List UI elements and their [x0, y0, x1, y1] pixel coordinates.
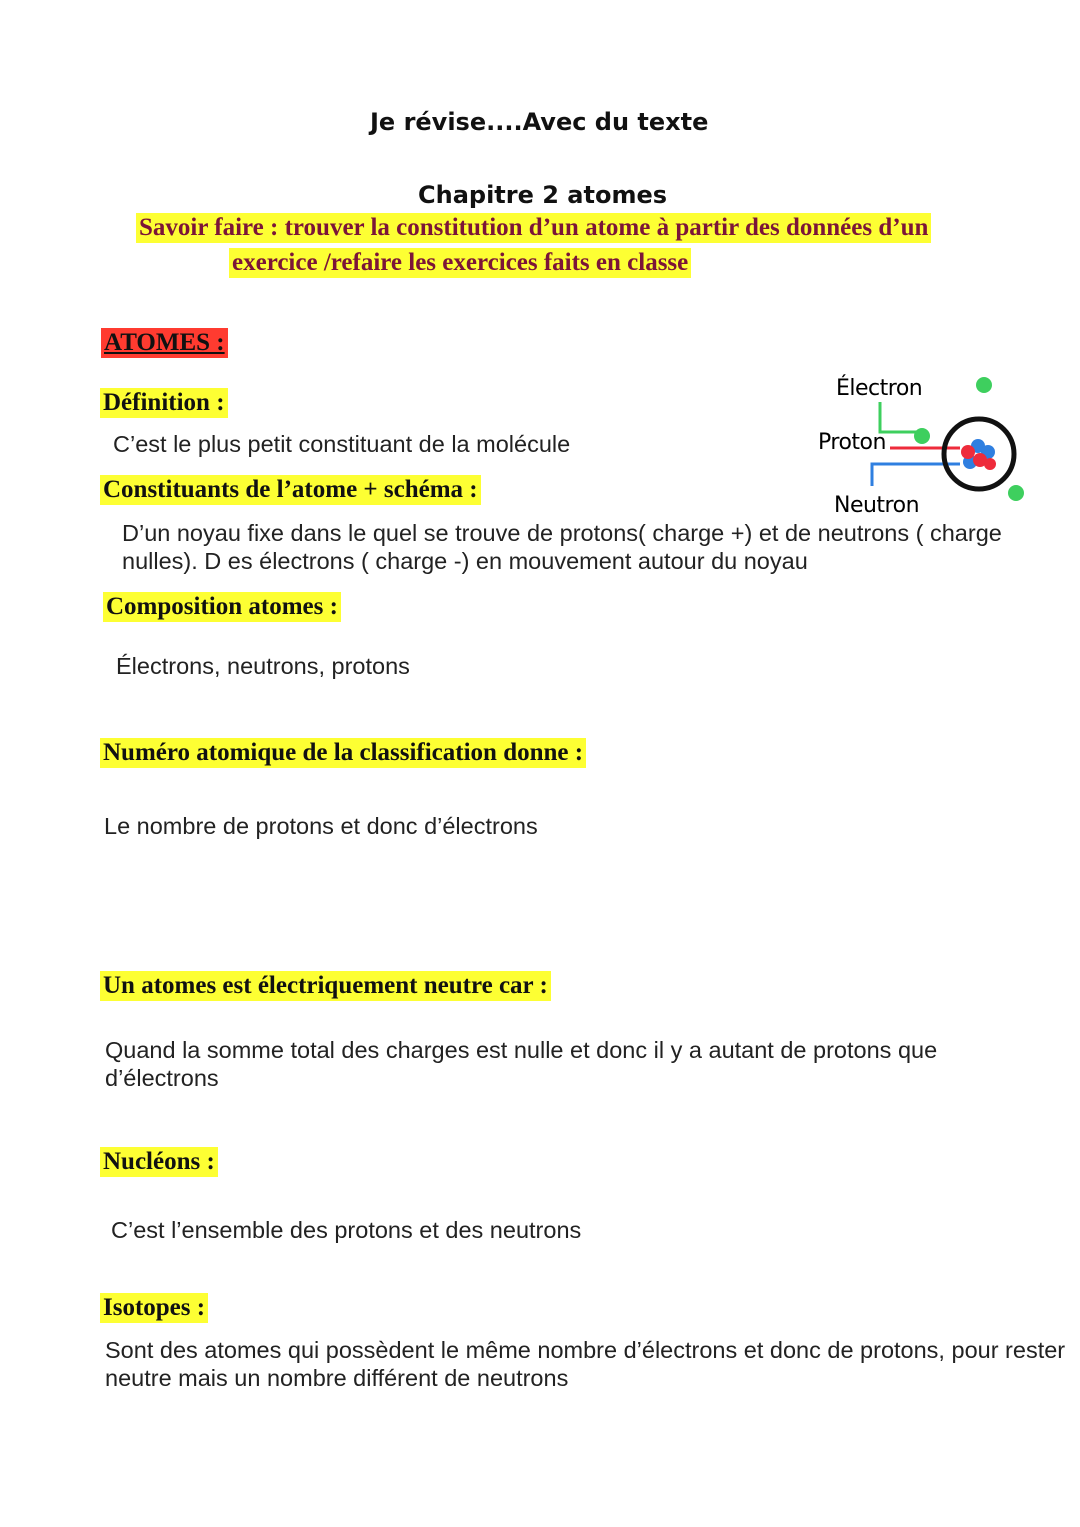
composition-text: Électrons, neutrons, protons [116, 653, 410, 679]
atom-diagram [810, 366, 1040, 526]
proton-dot [961, 445, 975, 459]
skill-line-2: exercice /refaire les exercices faits en classe [229, 248, 691, 278]
electron-dot [1008, 485, 1024, 501]
proton-dot [984, 458, 996, 470]
isotopes-heading: Isotopes : [100, 1293, 208, 1323]
nucleons-text: C’est l’ensemble des protons et des neutrons [111, 1217, 582, 1243]
skill-line-1: Savoir faire : trouver la constitution d’un atome à partir des données d’un [136, 213, 931, 243]
nucleons-heading: Nucléons : [100, 1147, 218, 1177]
constituants-text: D’un noyau fixe dans le quel se trouve de protons( charge +) et de neutrons ( charge nulles). D es électrons ( charge -) en mouvement autour du noyau [122, 520, 1002, 574]
composition-heading: Composition atomes : [103, 592, 341, 622]
atom-diagram-svg [810, 366, 1040, 526]
proton-label: Proton [818, 430, 886, 455]
page-title: Je révise....Avec du texte [370, 108, 709, 136]
neutre-heading: Un atomes est électriquement neutre car : [100, 971, 551, 1001]
neutre-text: Quand la somme total des charges est nulle et donc il y a autant de protons que d’électrons [105, 1037, 938, 1091]
neutron-label: Neutron [834, 493, 920, 518]
isotopes-text: Sont des atomes qui possèdent le même nombre d’électrons et donc de protons, pour rester neutre mais un nombre différent de neutrons [105, 1337, 1066, 1391]
electron-dot [914, 428, 930, 444]
electron-label: Électron [836, 376, 923, 401]
chapter-title: Chapitre 2 atomes [418, 181, 668, 209]
atomes-heading: ATOMES : [101, 328, 228, 358]
definition-text: C’est le plus petit constituant de la molécule [113, 431, 571, 457]
definition-heading: Définition : [100, 388, 228, 418]
numero-text: Le nombre de protons et donc d’électrons [104, 813, 538, 839]
numero-heading: Numéro atomique de la classification donne : [100, 738, 586, 768]
electron-leader-line [880, 402, 918, 432]
electron-dot [976, 377, 992, 393]
constituants-heading: Constituants de l’atome + schéma : [100, 475, 481, 505]
